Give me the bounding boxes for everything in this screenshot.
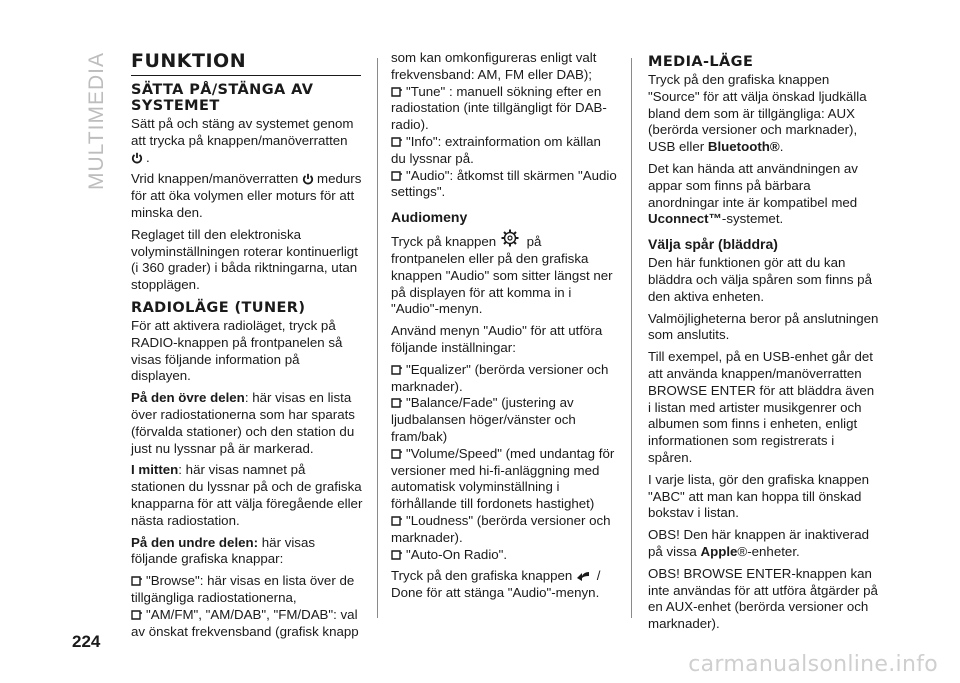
paragraph: OBS! BROWSE ENTER-knappen kan inte användas för att utföra åtgärder på en AUX-enhet (berörda versioner och marknader). bbox=[648, 565, 878, 632]
paragraph: På den övre delen: här visas en lista över radiostationerna som har sparats (förvalda stationer) och den station du just nu lyssnar på är markerad. bbox=[131, 390, 355, 456]
power-icon bbox=[302, 173, 314, 185]
paragraph: Den här funktionen gör att du kan bläddra och välja spåren som finns på den aktiva enheten. bbox=[648, 255, 872, 304]
paragraph: Vrid knappen/manöverratten medurs för att öka volymen eller moturs för att minska den. bbox=[131, 171, 362, 220]
bullet-icon bbox=[131, 576, 143, 587]
bullet-icon bbox=[391, 398, 403, 409]
column-3 bbox=[648, 50, 880, 638]
watermark: carmanualsonline.info bbox=[688, 652, 938, 677]
list-item: "Browse": här visas en lista över de tillgängliga radiostationerna, bbox=[131, 573, 355, 605]
heading-track: Välja spår (bläddra) bbox=[648, 236, 778, 253]
column-divider bbox=[631, 58, 632, 618]
bullet-icon bbox=[391, 365, 403, 376]
paragraph: I varje lista, gör den grafiska knappen "ABC" att man kan hoppa till önskad bokstav i listan. bbox=[648, 471, 870, 521]
paragraph: I mitten: här visas namnet på stationen du lyssnar på och de grafiska knapparna för att välja föregående eller nästa radiostation. bbox=[131, 462, 363, 528]
back-arrow-icon bbox=[576, 570, 590, 582]
column-2 bbox=[391, 50, 617, 607]
bullet-icon bbox=[131, 610, 143, 621]
bullet-icon bbox=[391, 449, 403, 460]
heading-media: MEDIA-LÄGE bbox=[648, 54, 754, 70]
list-item: "Loudness" (berörda versioner och marknader). bbox=[391, 512, 611, 545]
paragraph: Till exempel, på en USB-enhet går det att använda knappen/manöverratten BROWSE ENTER för att bläddra även i listan med artister musikgenrer och albumen som finns i enheten, enligt informationen som registrerats i spåren. bbox=[648, 349, 875, 465]
list-item: "Tune" : manuell sökning efter en radiostation (inte tillgängligt för DAB-radio). bbox=[391, 83, 607, 133]
column-1 bbox=[131, 50, 363, 640]
list-item: "Info": extrainformation om källan du lyssnar på. bbox=[391, 133, 601, 166]
bullet-icon bbox=[391, 550, 403, 561]
paragraph: Tryck på knappen på frontpanelen eller på den grafiska knappen "Audio" som sitter längst ner på displayen för att komma in i "Audio"-menyn. bbox=[391, 228, 617, 318]
list-item: "Volume/Speed" (med undantag för versioner med hi-fi-anläggning med automatisk volyminställning i förhållande till fordonets hastighet) bbox=[391, 445, 615, 512]
heading-radio: RADIOLÄGE (TUNER) bbox=[131, 299, 306, 316]
paragraph: Använd menyn "Audio" för att utföra följande inställningar: bbox=[391, 323, 603, 355]
list-item: "Equalizer" (berörda versioner och marknader). bbox=[391, 361, 609, 394]
list-item: "Audio": åtkomst till skärmen "Audio settings". bbox=[391, 167, 617, 200]
settings-gear-icon bbox=[500, 228, 520, 248]
paragraph: som kan omkonfigureras enligt valt frekvensband: AM, FM eller DAB); bbox=[391, 50, 597, 82]
heading-audio: Audiomeny bbox=[391, 209, 468, 226]
bullet-icon bbox=[391, 87, 403, 98]
paragraph: För att aktivera radioläget, tryck på RADIO-knappen på frontpanelen så visas följande information på displayen. bbox=[131, 317, 343, 384]
paragraph: Valmöjligheterna beror på anslutningen som anslutits. bbox=[648, 310, 879, 343]
bullet-icon bbox=[391, 137, 403, 148]
column-divider bbox=[377, 58, 378, 618]
paragraph: Sätt på och stäng av systemet genom att trycka på knappen/manöverratten . bbox=[131, 116, 354, 165]
list-item: "AM/FM", "AM/DAB", "FM/DAB": val av önskat frekvensband (grafisk knapp bbox=[131, 606, 359, 639]
list-item: "Balance/Fade" (justering av ljudbalansen höger/vänster och fram/bak) bbox=[391, 395, 576, 444]
bullet-icon bbox=[391, 516, 403, 527]
heading-power: SÄTTA PÅ/STÄNGA AV SYSTEMET bbox=[131, 82, 314, 114]
paragraph: Reglaget till den elektroniska volyminställningen roterar kontinuerligt (i 360 grader) i båda riktningarna, utan stopplägen. bbox=[131, 226, 358, 293]
bullet-icon bbox=[391, 171, 403, 182]
page-number: 224 bbox=[72, 632, 101, 651]
paragraph: OBS! Den här knappen är inaktiverad på vissa Apple®-enheter. bbox=[648, 527, 870, 559]
paragraph: På den undre delen: här visas följande grafiska knappar: bbox=[131, 534, 315, 567]
power-icon bbox=[131, 152, 143, 164]
paragraph: Tryck på den grafiska knappen / Done för att stänga "Audio"-menyn. bbox=[391, 568, 601, 601]
section-side-tab: MULTIMEDIA bbox=[85, 52, 109, 190]
list-item: "Auto-On Radio". bbox=[391, 547, 617, 564]
paragraph: Det kan hända att användningen av appar som finns på bärbara anordningar inte är kompatibel med Uconnect™-systemet. bbox=[648, 160, 858, 227]
paragraph: Tryck på den grafiska knappen "Source" för att välja önskad ljudkälla bland dem som är tillgängliga: AUX (berörda versioner och marknader), USB eller Bluetooth®. bbox=[648, 72, 867, 155]
section-title: FUNKTION bbox=[131, 50, 361, 76]
